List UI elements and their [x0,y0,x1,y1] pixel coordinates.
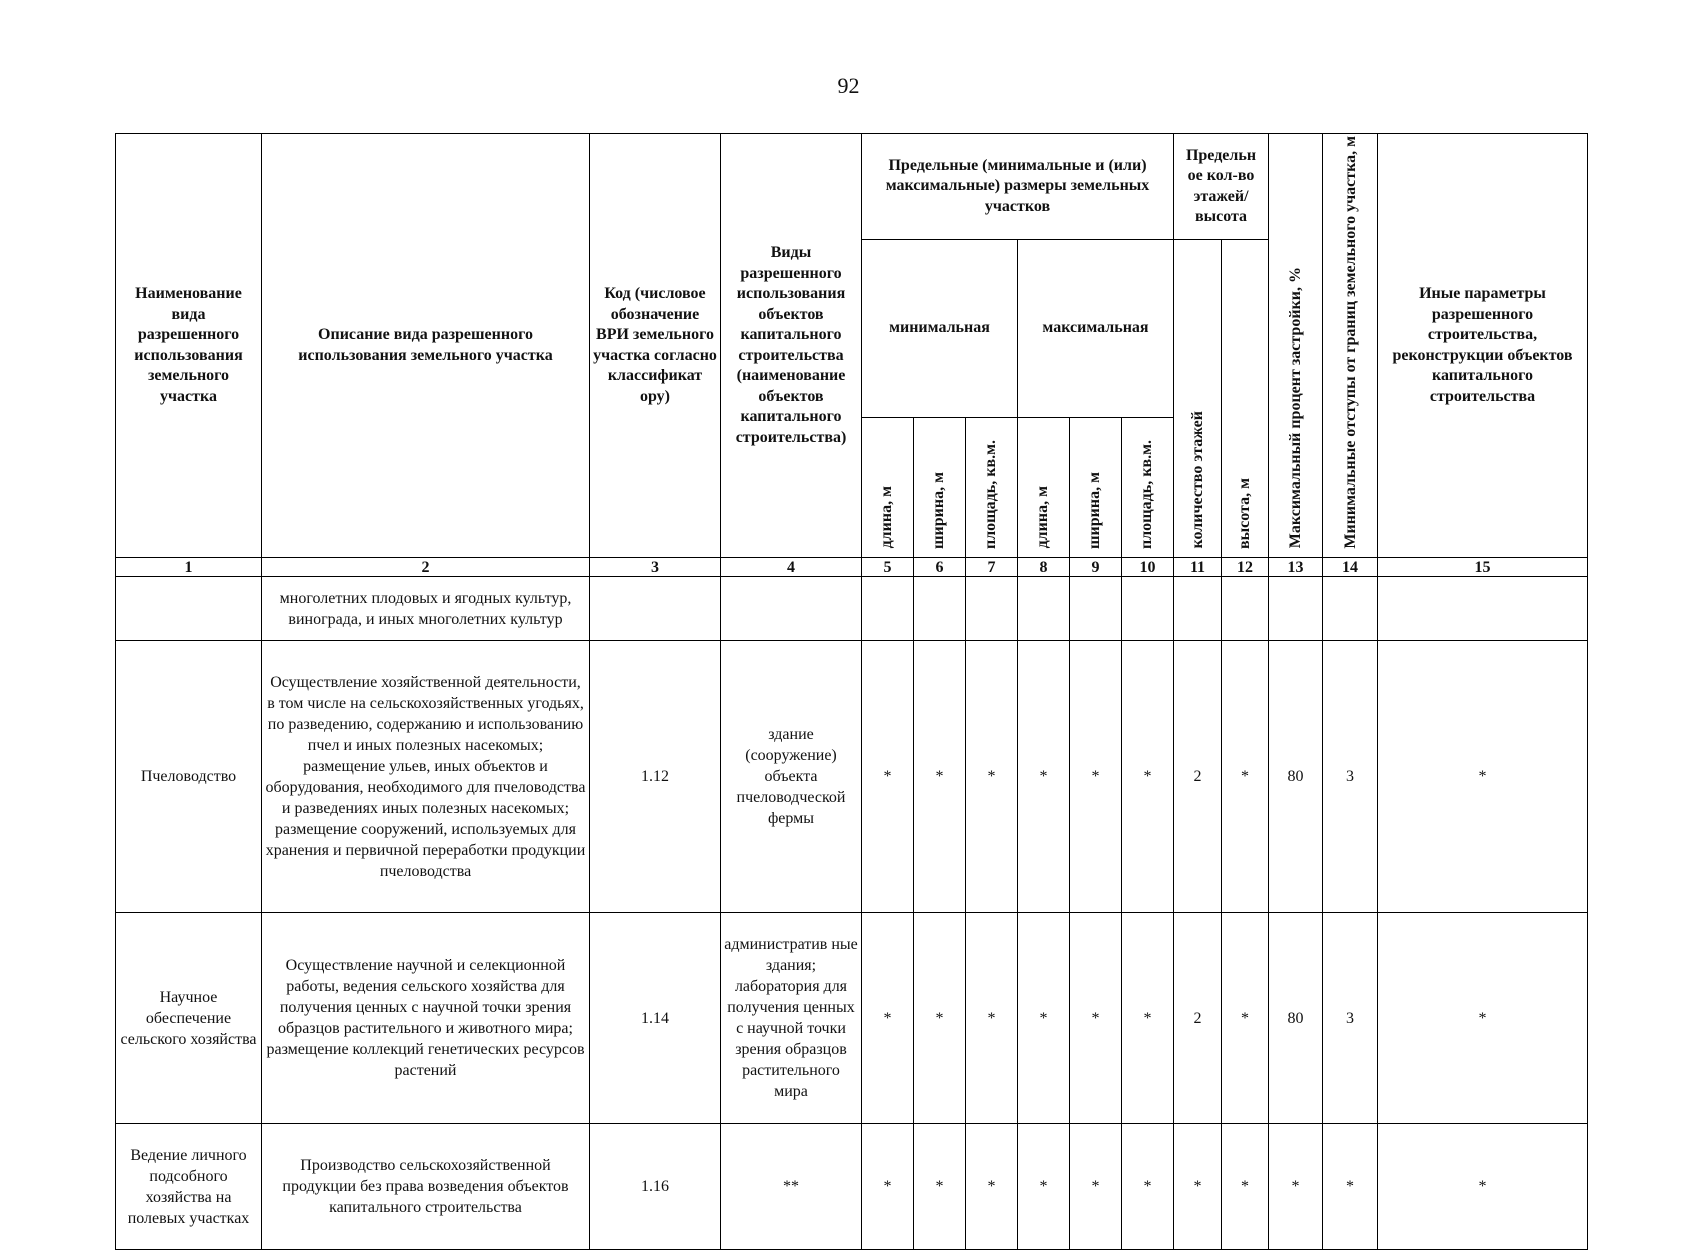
cell-floors: * [1174,1124,1222,1250]
cell-max-width: * [1070,641,1122,913]
cell-objects [721,577,862,641]
table-row [116,913,1588,1124]
cell-min-length: * [862,641,914,913]
column-number: 2 [262,558,590,577]
cell-code: 1.14 [590,913,721,1124]
header-height: высота, м [1222,240,1269,558]
cell-height: * [1222,641,1269,913]
cell-setbacks: 3 [1323,641,1378,913]
cell-min-length [862,577,914,641]
cell-description: многолетних плодовых и ягодных культур, винограда, и иных многолетних культур [262,577,590,641]
land-use-regulations-table [115,133,1588,1250]
cell-max-width: * [1070,913,1122,1124]
cell-min-area [966,577,1018,641]
column-number: 12 [1222,558,1269,577]
cell-min-area: * [966,641,1018,913]
cell-other: * [1378,913,1588,1124]
cell-max-length [1018,577,1070,641]
cell-objects: ** [721,1124,862,1250]
column-number: 13 [1269,558,1323,577]
cell-min-width: * [914,641,966,913]
cell-min-width: * [914,1124,966,1250]
cell-min-length: * [862,913,914,1124]
cell-code: 1.12 [590,641,721,913]
cell-height: * [1222,1124,1269,1250]
header-minimal: минимальная [862,240,1018,418]
cell-min-length: * [862,1124,914,1250]
header-floors-height-limits: Предельн ое кол-во этажей/ высота [1174,134,1269,240]
cell-setbacks [1323,577,1378,641]
header-max-area: площадь, кв.м. [1122,418,1174,558]
cell-building-percent: 80 [1269,641,1323,913]
header-land-use-name: Наименование вида разрешенного использования земельного участка [116,134,262,558]
column-number: 5 [862,558,914,577]
cell-objects: административ ные здания; лаборатория для получения ценных с научной точки зрения образцов растительного мира [721,913,862,1124]
header-max-length: длина, м [1018,418,1070,558]
page-number: 92 [837,73,860,98]
table-row [116,1124,1588,1250]
column-number: 15 [1378,558,1588,577]
cell-max-width: * [1070,1124,1122,1250]
cell-code: 1.16 [590,1124,721,1250]
header-vri-code: Код (числовое обозначение ВРИ земельного участка согласно классификат ору) [590,134,721,558]
column-number: 6 [914,558,966,577]
cell-max-width [1070,577,1122,641]
header-floors-count: количество этажей [1174,240,1222,558]
cell-min-area: * [966,1124,1018,1250]
column-number: 10 [1122,558,1174,577]
cell-max-area [1122,577,1174,641]
header-capital-construction-types: Виды разрешенного использования объектов капитального строительства (наименование объектов капитального строительства) [721,134,862,558]
column-number: 4 [721,558,862,577]
header-min-length: длина, м [862,418,914,558]
cell-max-area: * [1122,1124,1174,1250]
cell-name [116,577,262,641]
column-number: 11 [1174,558,1222,577]
column-number: 7 [966,558,1018,577]
cell-height: * [1222,913,1269,1124]
table-row [116,641,1588,913]
header-land-use-description: Описание вида разрешенного использования земельного участка [262,134,590,558]
cell-building-percent [1269,577,1323,641]
cell-building-percent: * [1269,1124,1323,1250]
header-min-area: площадь, кв.м. [966,418,1018,558]
column-number: 8 [1018,558,1070,577]
column-number: 9 [1070,558,1122,577]
header-maximal: максимальная [1018,240,1174,418]
header-min-setbacks: Минимальные отступы от границ земельного участка, м [1323,134,1378,558]
cell-min-width [914,577,966,641]
cell-max-length: * [1018,641,1070,913]
column-number: 14 [1323,558,1378,577]
cell-name: Пчеловодство [116,641,262,913]
cell-floors: 2 [1174,641,1222,913]
cell-other: * [1378,641,1588,913]
header-max-width: ширина, м [1070,418,1122,558]
cell-description: Осуществление научной и селекционной работы, ведения сельского хозяйства для получения ценных с научной точки зрения образцов растительного и животного мира; размещение коллекций генетических ресурсов растений [262,913,590,1124]
cell-other [1378,577,1588,641]
cell-building-percent: 80 [1269,913,1323,1124]
cell-code [590,577,721,641]
cell-max-area: * [1122,913,1174,1124]
table-row [116,577,1588,641]
cell-min-area: * [966,913,1018,1124]
header-max-building-percent: Максимальный процент застройки, % [1269,134,1323,558]
cell-height [1222,577,1269,641]
cell-setbacks: * [1323,1124,1378,1250]
cell-max-length: * [1018,1124,1070,1250]
column-number: 1 [116,558,262,577]
cell-max-length: * [1018,913,1070,1124]
cell-floors [1174,577,1222,641]
cell-name: Ведение личного подсобного хозяйства на полевых участках [116,1124,262,1250]
column-number: 3 [590,558,721,577]
header-plot-size-limits: Предельные (минимальные и (или) максимальные) размеры земельных участков [862,134,1174,240]
cell-min-width: * [914,913,966,1124]
cell-max-area: * [1122,641,1174,913]
cell-objects: здание (сооружение) объекта пчеловодческой фермы [721,641,862,913]
cell-floors: 2 [1174,913,1222,1124]
cell-name: Научное обеспечение сельского хозяйства [116,913,262,1124]
header-other-parameters: Иные параметры разрешенного строительства, реконструкции объектов капитального строительства [1378,134,1588,558]
header-min-width: ширина, м [914,418,966,558]
cell-setbacks: 3 [1323,913,1378,1124]
cell-description: Производство сельскохозяйственной продукции без права возведения объектов капитального строительства [262,1124,590,1250]
cell-other: * [1378,1124,1588,1250]
column-numbers-row [116,558,1588,577]
cell-description: Осуществление хозяйственной деятельности, в том числе на сельскохозяйственных угодьях, по разведению, содержанию и использованию пчел и иных полезных насекомых; размещение ульев, иных объектов и оборудования, необходимого для пчеловодства и разведениях иных полезных насекомых; размещение сооружений, используемых для хранения и первичной переработки продукции пчеловодства [262,641,590,913]
